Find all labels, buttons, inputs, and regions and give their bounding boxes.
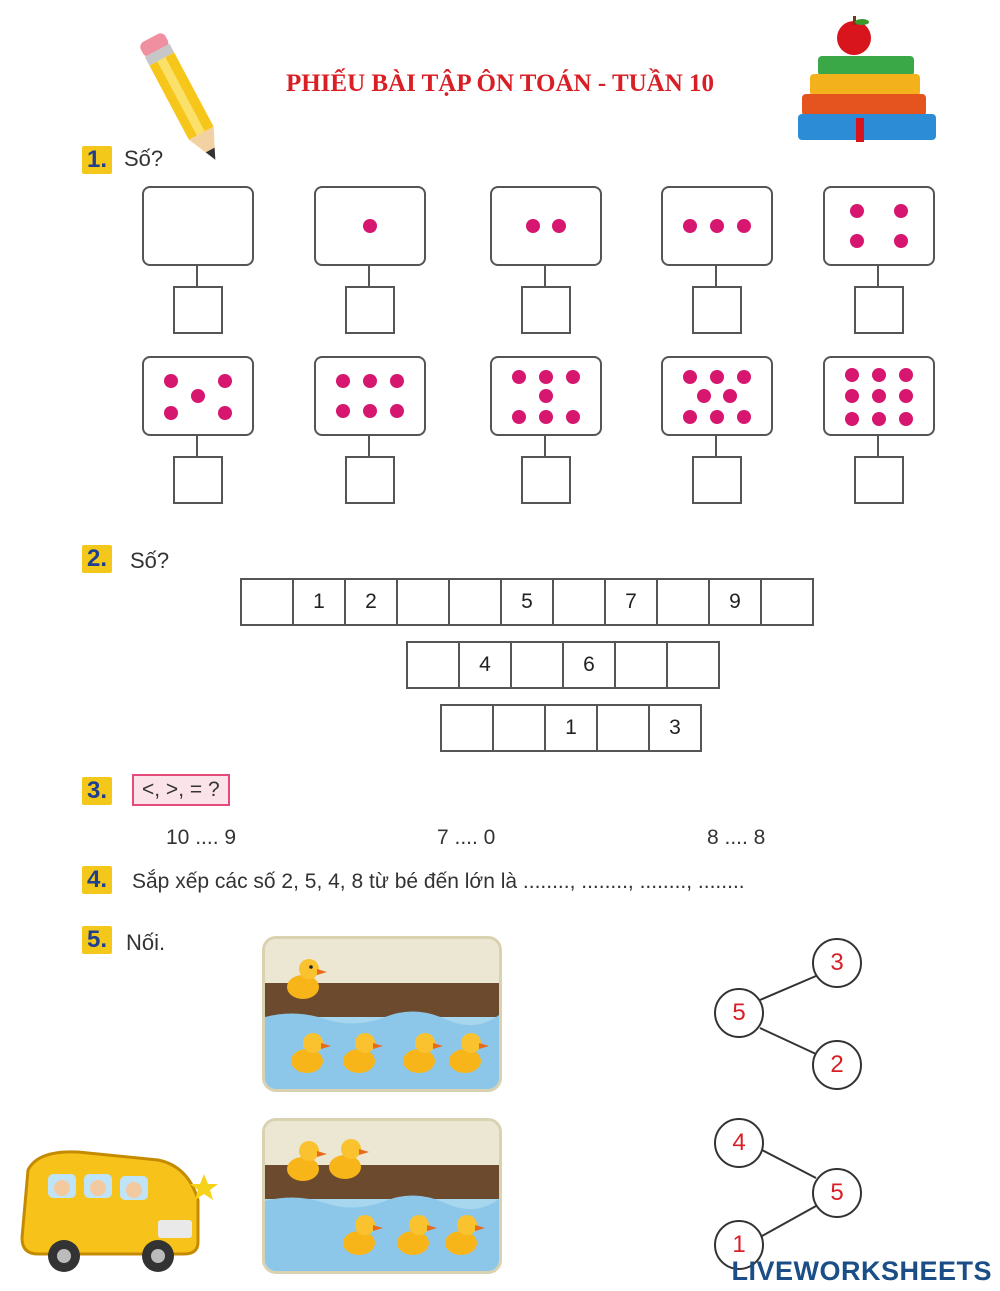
- q3-number-badge: 3.: [82, 777, 112, 805]
- number-cell: 4: [458, 641, 512, 689]
- q4-sort-instruction[interactable]: Sắp xếp các số 2, 5, 4, 8 từ bé đến lớn là ........, ........, ........, ........: [132, 870, 745, 893]
- compare-item-1[interactable]: 10 .... 9: [166, 826, 237, 849]
- tree2-bottom-node[interactable]: 1: [714, 1220, 764, 1270]
- number-cell: 6: [562, 641, 616, 689]
- school-bus-icon: [8, 1130, 218, 1280]
- number-cell: 2: [344, 578, 398, 626]
- q4-number-badge: 4.: [82, 866, 112, 894]
- q2-number-badge: 2.: [82, 545, 112, 573]
- number-cell: 3: [648, 704, 702, 752]
- compare-item-3[interactable]: 8 .... 8: [707, 826, 766, 849]
- q3-label: <, >, = ?: [132, 774, 230, 806]
- brand-logo: LIVEWORKSHEETS: [731, 1256, 992, 1286]
- number-cell: 1: [544, 704, 598, 752]
- q5-number-badge: 5.: [82, 926, 112, 954]
- number-cell: 9: [708, 578, 762, 626]
- q5-label: Nối.: [126, 930, 166, 955]
- tree1-bottom-node[interactable]: 2: [812, 1040, 862, 1090]
- tree1-top-node[interactable]: 3: [812, 938, 862, 988]
- page-title: PHIẾU BÀI TẬP ÔN TOÁN - TUẦN 10: [285, 70, 715, 97]
- q1-number-badge: 1.: [82, 146, 112, 174]
- number-cell: 1: [292, 578, 346, 626]
- number-cell: 7: [604, 578, 658, 626]
- tree2-top-node[interactable]: 4: [714, 1118, 764, 1168]
- tree1-root-node[interactable]: 5: [714, 988, 764, 1038]
- q1-label: Số?: [124, 146, 164, 171]
- number-cell: 5: [500, 578, 554, 626]
- q2-label: Số?: [130, 548, 170, 573]
- tree2-root-node[interactable]: 5: [812, 1168, 862, 1218]
- compare-item-2[interactable]: 7 .... 0: [437, 826, 496, 849]
